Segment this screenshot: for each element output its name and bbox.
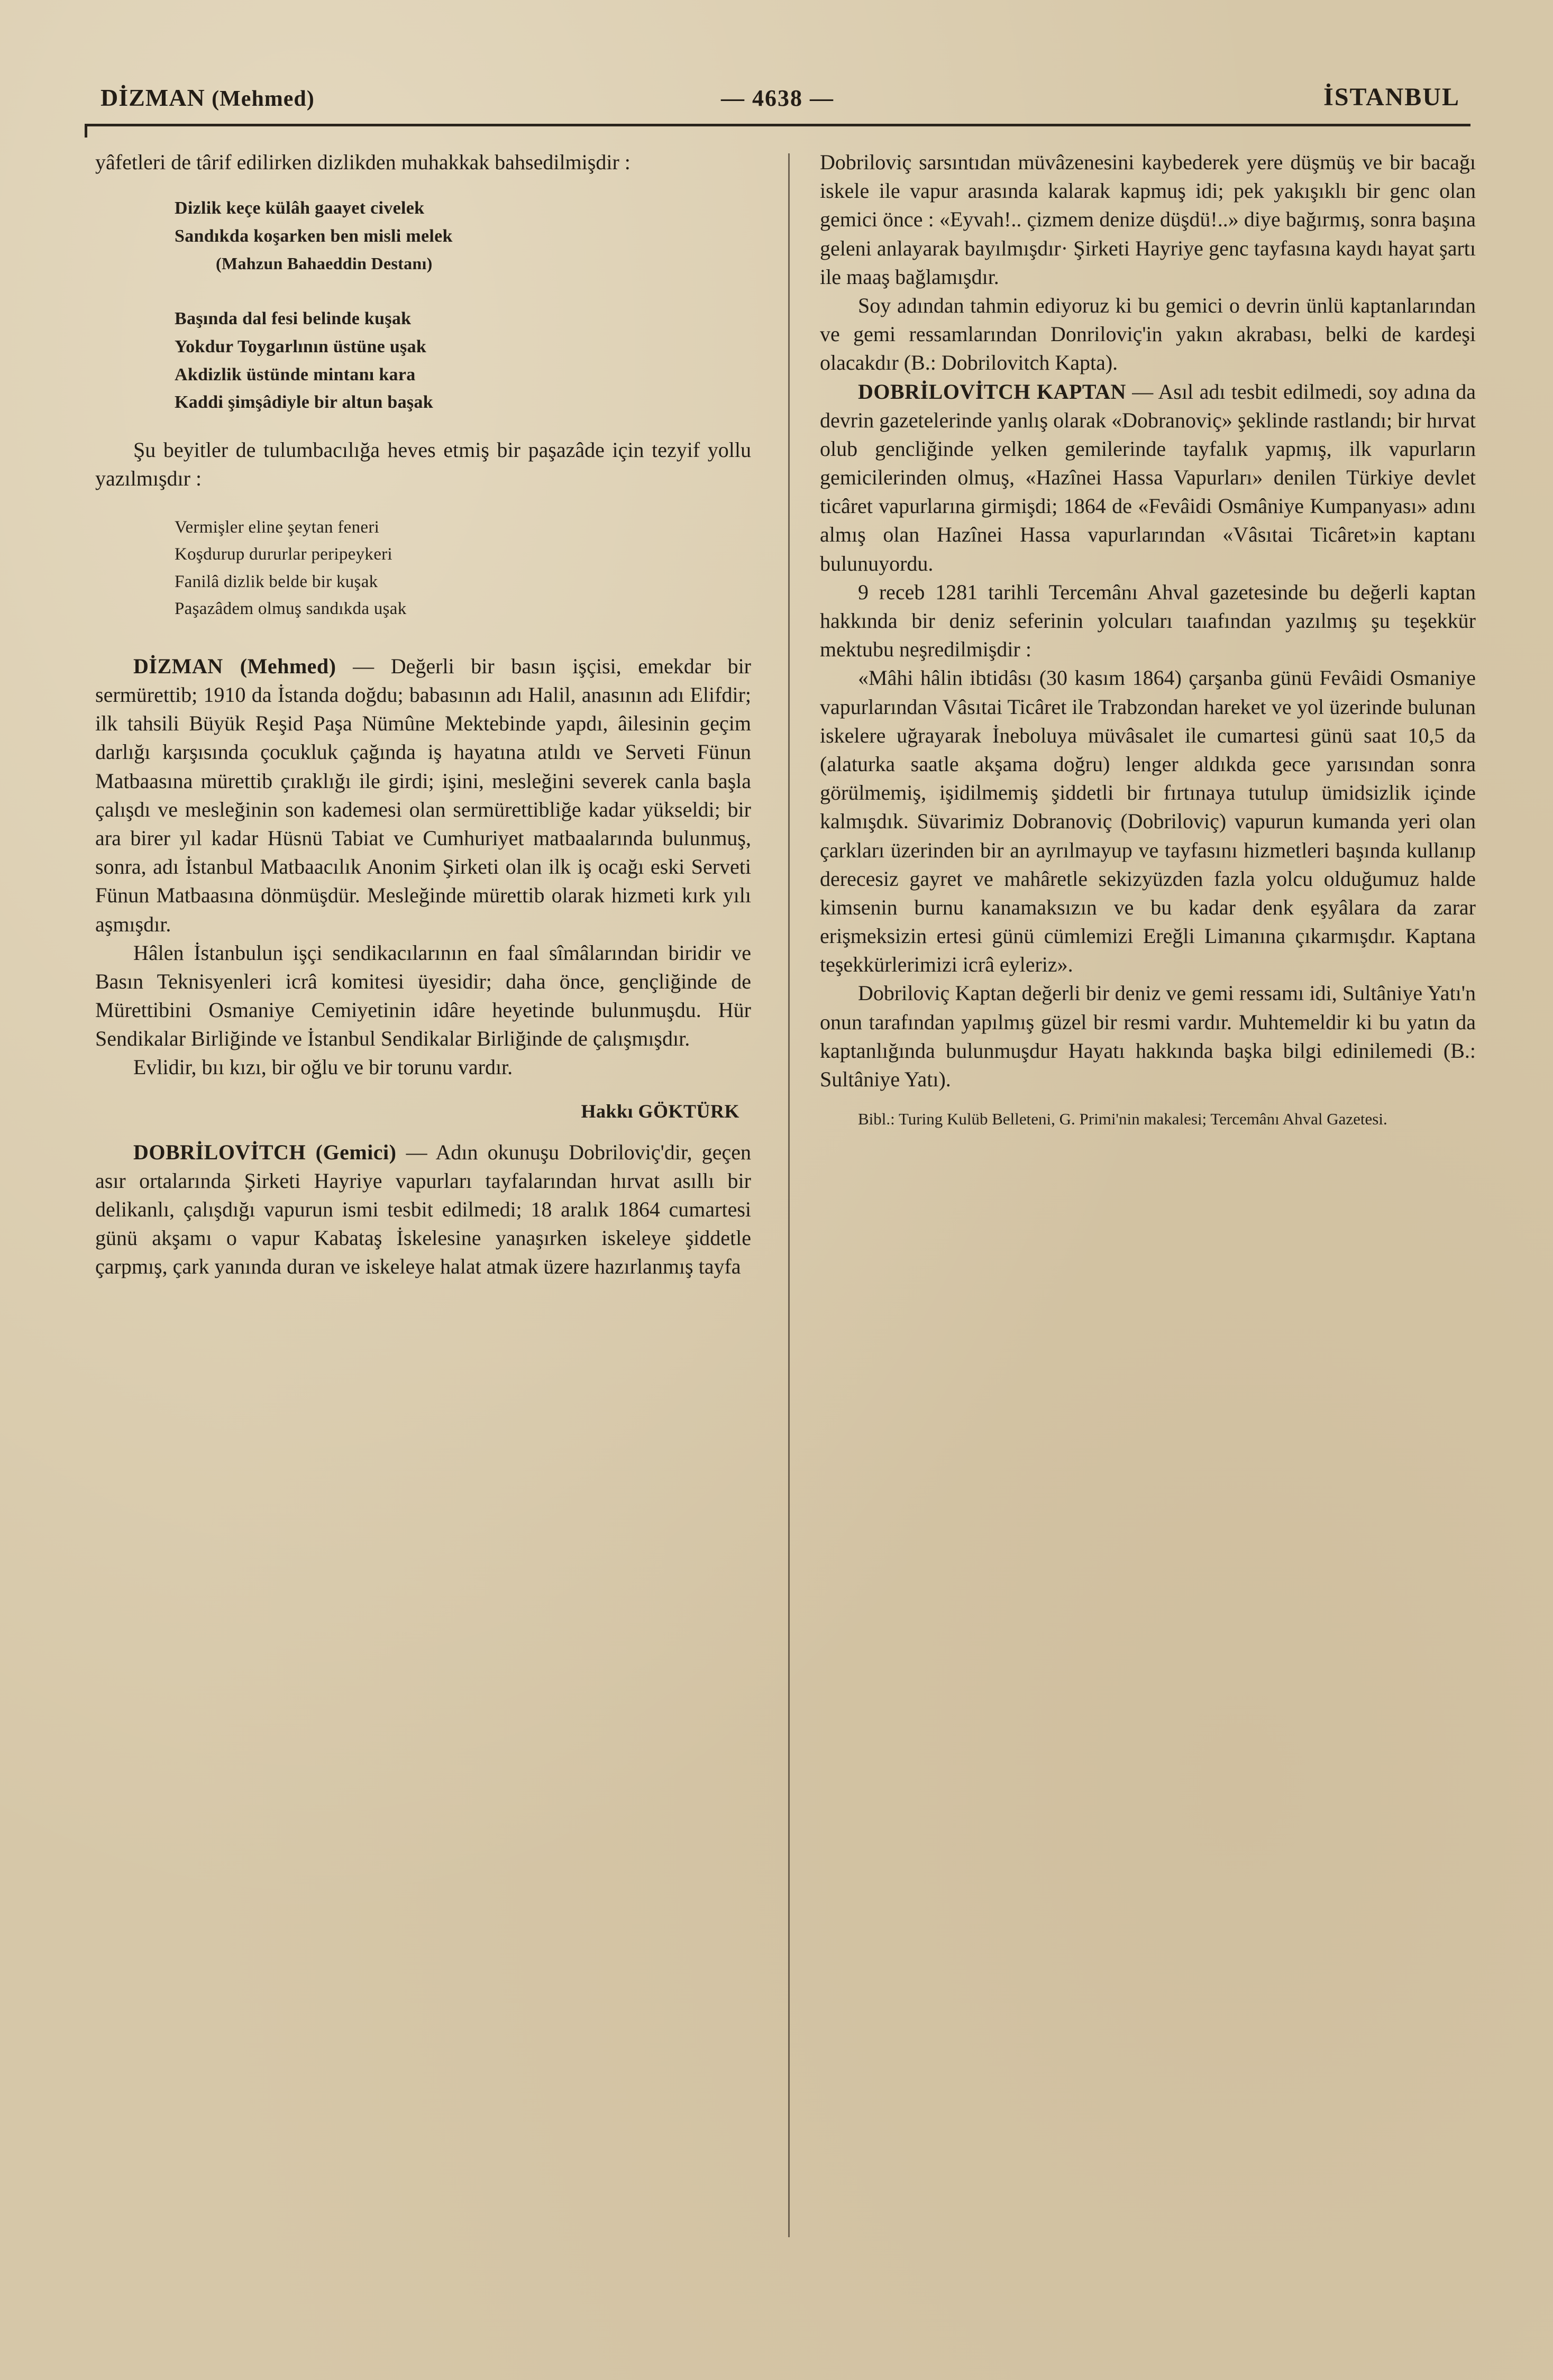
left-column — [95, 148, 751, 1281]
verse-line: Akdizlik üstünde mintanı kara — [175, 364, 416, 385]
header-rule-tick — [85, 124, 87, 138]
verse-line: Vermişler eline şeytan feneri — [175, 518, 380, 537]
bibliography-note: Bibl.: Turing Kulüb Belleteni, G. Primi'nin makalesi; Tercemânı Ahval Gazetesi. — [858, 1110, 1387, 1129]
entry-body: — Değerli bir basın işçisi, emekdar bir sermürettib; 1910 da İstanda doğdu; babasının adı Halil, anasının adı Elifdir; ilk tahsili Büyük Reşid Paşa Nümûne Mektebinde yapdı, âilesinin geçim darlığı karşısında çocukluk çağında iş hayatına atıldı ve Serveti Fünun Matbaasına mürettib çıraklığı ile girdi; işini, mesleğini severek canla başla çalışdı ve mesleğinin son kademesi olan sermürettibliğe kadar yükseldi; bir ara birer yıl kadar Hüsnü Tabiat ve Cumhuriyet matbaalarında bulunmuş, sonra, adı İstanbul Matbaacılık Anonim Şirketi olan ilk iş ocağı eski Serveti Fünun Matbaasına dönmüşdür. Mesleğinde mürettib olarak hizmeti kırk yılı aşmışdır. — [95, 654, 751, 936]
paragraph-dizman-2: Hâlen İstanbulun işçi sendikacılarının en faal sîmâlarından biridir ve Basın Teknisyenleri icrâ komitesi üyesidir; daha önce, gençliğinde de Mürettibini Osmaniye Cemiyetinin idâre heyetinde bulunmuşdu. Hür Sendikalar Birliğinde ve İstanbul Sendikalar Birliğinde de çalışmışdır. — [95, 940, 751, 1051]
verse-line: Paşazâdem olmuş sandıkda uşak — [175, 599, 407, 618]
verse-block-2 — [95, 305, 751, 417]
verse-line: Başında dal fesi belinde kuşak — [175, 309, 412, 329]
verse-line: Koşdurup dururlar peripeykeri — [175, 545, 392, 564]
paragraph-intro-verse: Şu beyitler de tulumbacılığa heves etmiş bir paşazâde için tezyif yollu yazılmışdır : — [95, 437, 751, 491]
paragraph-right-5: Dobriloviç Kaptan değerli bir deniz ve gemi ressamı idi, Sultâniye Yatı'n onun tarafından yapılmış güzel bir resmi vardır. Muhtemeldir ki bu yatın da kaptanlığında bulunmuşdur Hayatı hakkında başka bilgi edinilemedi (B.: Sultâniye Yatı). — [820, 981, 1476, 1091]
verse-block-1 — [95, 195, 751, 277]
entry-headword: DOBRİLOVİTCH (Gemici) — [133, 1140, 397, 1164]
verse-block-3 — [95, 514, 751, 623]
spacer — [95, 628, 751, 652]
verse-attribution: (Mahzun Bahaeddin Destanı) — [216, 253, 433, 273]
entry-body: — Adın okunuşu Dobriloviç'dir, geçen asır ortalarında Şirketi Hayriye vapurları tayfalarından hırvat asıllı bir delikanlı, çalışdığı vapurun ismi tesbit edilmedi; 18 aralık 1864 cumartesi günü akşamı o vapur Kabataş İskelesine yanaşırken iskeleye şiddetle çarpmış, çark yanında duran ve iskeleye halat atmak üzere hazırlanmış tayfa — [95, 1140, 751, 1279]
paragraph-right-3: 9 receb 1281 tarihli Tercemânı Ahval gazetesinde bu değerli kaptan hakkında bir deniz seferinin yolcuları taıafından yazılmış şu teşekkür mektubu neşredilmişdir : — [820, 580, 1476, 662]
paragraph-continued: yâfetleri de târif edilirken dizlikden muhakkak bahsedilmişdir : — [95, 150, 631, 174]
running-head-right: İSTANBUL — [1323, 83, 1460, 111]
entry-headword: DİZMAN (Mehmed) — [133, 654, 336, 678]
byline: Hakkı GÖKTÜRK — [581, 1100, 739, 1122]
entry-dobrilovitch-kaptan — [820, 378, 1476, 578]
paragraph-continued-right: Dobriloviç sarsıntıdan müvâzenesini kaybederek yere düşmüş ve bir bacağı iskele ile vapur arasında kalarak kapmuş idi; pek yakışıklı bir genc olan gemici önce : «Eyvah!.. çizmem denize düşdü!..» diye bağırmış, sonra başına geleni anlayarak bayılmışdır· Şirketi Hayriye genc tayfasına kaydı hayat şartı ile maaş bağlamışdır. — [820, 150, 1476, 289]
verse-line: Fanilâ dizlik belde bir kuşak — [175, 572, 378, 591]
paragraph-dizman-3: Evlidir, bıı kızı, bir oğlu ve bir torunu vardır. — [133, 1055, 513, 1079]
running-head-qualifier: (Mehmed) — [212, 87, 315, 111]
running-head — [79, 69, 1476, 126]
header-rule — [85, 124, 1470, 126]
right-column — [820, 148, 1476, 1131]
entry-dobrilovitch-gemici — [95, 1138, 751, 1281]
column-divider — [788, 153, 790, 2237]
verse-line: Yokdur Toygarlının üstüne uşak — [175, 336, 427, 356]
entry-headword: DOBRİLOVİTCH KAPTAN — [858, 379, 1126, 404]
entry-body: — Asıl adı tesbit edilmedi, soy adına da devrin gazetelerinde yanlış olarak «Dobranoviç» şeklinde rastlandı; bir hırvat olub gencliğinde yelken gemilerinde tayfalık yapmış, ilk vapurların gemicilerinden olmuş, «Hazînei Hassa Vapurları» denilen Türkiye devlet ticâret vapurlarına girmişdi; 1864 de «Fevâidi Osmâniye Kumpanyası» adını almış olan Hazînei Hassa vapurlarından «Vâsıtai Ticâret»in kaptanı bulunuyordu. — [820, 379, 1476, 575]
verse-line: Kaddi şimşâdiyle bir altun başak — [175, 392, 433, 413]
entry-dizman — [95, 652, 751, 939]
page-sheet — [79, 69, 1476, 2306]
columns — [79, 148, 1476, 2306]
paragraph-right-2: Soy adından tahmin ediyoruz ki bu gemici o devrin ünlü kaptanlarından ve gemi ressamlarından Donriloviç'in yakın akrabası, belki de kardeşi olacakdır (B.: Dobrilovitch Kapta). — [820, 293, 1476, 375]
paragraph-quoted-letter: «Mâhi hâlin ibtidâsı (30 kasım 1864) çarşanba günü Fevâidi Osmaniye vapurlarından Vâsıtai Ticâret ile Trabzondan hareket ve yol üzerinde bulunan iskelere uğrayarak İneboluya müvâsalet ile cumartesi günü saat 10,5 da (alaturka saatle akşama doğru) lenger aldıkda gece yarısından sonra görülmemiş, işidilmemiş şiddetli bir fırtınaya tutulup ümidsizlik içinde kalmışdık. Süvarimiz Dobranoviç (Dobriloviç) vapurun kumanda yeri olan çarkları üzerinden bir an ayrılmayup ve tayfasını hizmetleri başında kullanıp derecesiz gayret ve mahâretle sekizyüzden fazla yolcu olduğumuz halde kimsenin burnu kanamaksızın ve bu kadar denk eşyâlara da zarar erişmeksizin ertesi günü cümlemizi Ereğli Limanına çıkarmışdır. Kaptana teşekkürlerimizi icrâ eyleriz». — [820, 666, 1476, 977]
spacer — [95, 422, 751, 436]
running-head-name: DİZMAN — [101, 84, 205, 111]
page-number: — 4638 — — [721, 85, 834, 111]
verse-line: Dizlik keçe külâh gaayet civelek — [175, 198, 425, 218]
verse-line: Sandıkda koşarken ben misli melek — [175, 226, 453, 246]
